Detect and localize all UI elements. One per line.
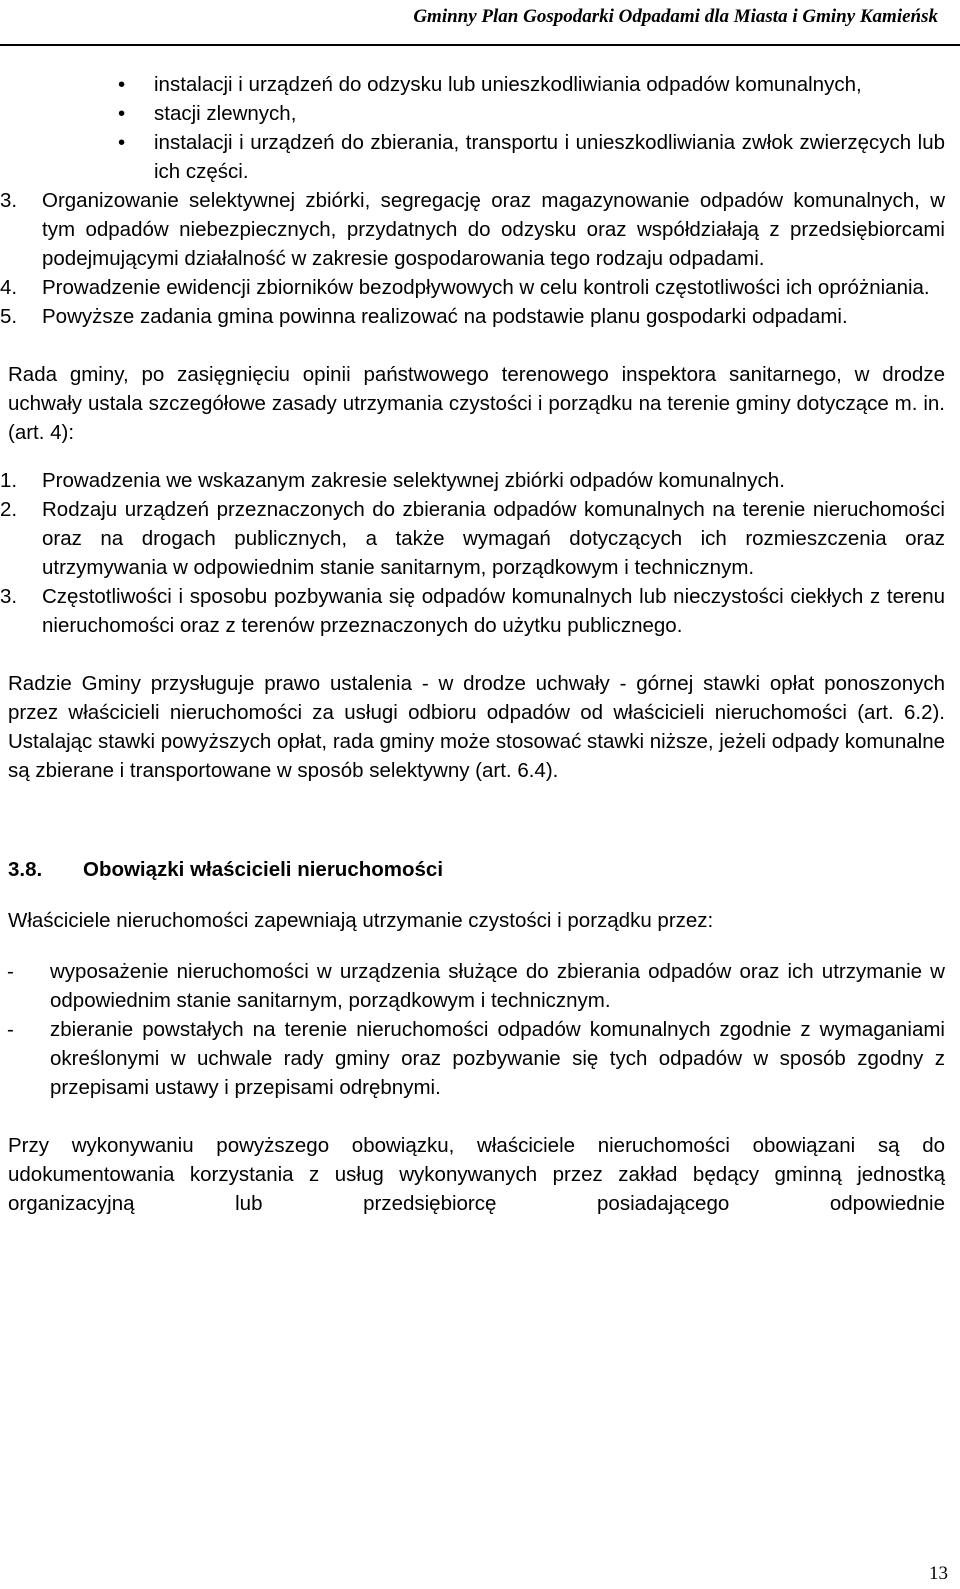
paragraph: Właściciele nieruchomości zapewniają utrzymanie czystości i porządku przez: — [8, 909, 714, 932]
item-text: Częstotliwości i sposobu pozbywania się odpadów komunalnych lub nieczystości ciekłych z terenu nieruchomości oraz z terenów przeznaczonych do użytku publicznego. — [42, 585, 945, 637]
item-number: 1. — [0, 469, 18, 492]
bullet-text: instalacji i urządzeń do odzysku lub unieszkodliwiania odpadów komunalnych, — [154, 73, 862, 96]
numbered-item — [0, 466, 945, 495]
page-header — [0, 0, 960, 46]
dash-marker: - — [7, 1018, 14, 1041]
bullet-icon: • — [118, 73, 126, 96]
dash-text: wyposażenie nieruchomości w urządzenia służące do zbierania odpadów oraz ich utrzymanie w odpowiednim stanie sanitarnym, porządkowym i technicznym. — [50, 960, 945, 1012]
bullet-icon: • — [118, 102, 126, 125]
item-number: 4. — [0, 276, 18, 299]
item-text: Prowadzenie ewidencji zbiorników bezodpływowych w celu kontroli częstotliwości ich opróżniania. — [42, 276, 930, 299]
numbered-item — [0, 302, 945, 331]
header-title: Gminny Plan Gospodarki Odpadami dla Miasta i Gminy Kamieńsk — [413, 6, 938, 27]
dash-marker: - — [7, 960, 14, 983]
bullet-text: stacji zlewnych, — [154, 102, 297, 125]
paragraph: Przy wykonywaniu powyższego obowiązku, właściciele nieruchomości obowiązani są do udokumentowania korzystania z usług wykonywanych przez zakład będący gminną jednostką organizacyjną lub przedsiębiorcę posiadającego odpowiednie — [8, 1134, 945, 1215]
page-number: 13 — [929, 1563, 948, 1584]
paragraph: Rada gminy, po zasięgnięciu opinii państwowego terenowego inspektora sanitarnego, w drodze uchwały ustala szczegółowe zasady utrzymania czystości i porządku na terenie gminy dotyczące m. in. (art. 4): — [8, 363, 945, 444]
document-body — [0, 70, 960, 1218]
numbered-item — [0, 495, 945, 582]
section-title: Obowiązki właścicieli nieruchomości — [83, 858, 444, 881]
item-number: 5. — [0, 305, 18, 328]
item-text: Rodzaju urządzeń przeznaczonych do zbierania odpadów komunalnych na terenie nieruchomości oraz na drogach publicznych, a także wymagań dotyczących ich rozmieszczenia oraz utrzymywania w odpowiednim stanie sanitarnym, porządkowym i technicznym. — [42, 498, 945, 579]
item-text: Prowadzenia we wskazanym zakresie selektywnej zbiórki odpadów komunalnych. — [42, 469, 785, 492]
item-number: 2. — [0, 498, 18, 521]
item-text: Powyższe zadania gmina powinna realizować na podstawie planu gospodarki odpadami. — [42, 305, 848, 328]
bullet-icon: • — [118, 131, 126, 154]
bullet-text: instalacji i urządzeń do zbierania, transportu i unieszkodliwiania zwłok zwierzęcych lub ich części. — [154, 131, 945, 183]
section-heading — [8, 855, 945, 884]
item-text: Organizowanie selektywnej zbiórki, segregację oraz magazynowanie odpadów komunalnych, w tym odpadów niebezpiecznych, przydatnych do odzysku oraz współdziałają z przedsiębiorcami podejmującymi działalność w zakresie gospodarowania tego rodzaju odpadami. — [42, 189, 945, 270]
bullet-item — [118, 128, 945, 186]
numbered-item — [0, 582, 945, 640]
bullet-item — [118, 70, 945, 99]
dash-text: zbieranie powstałych na terenie nieruchomości odpadów komunalnych zgodnie z wymaganiami określonymi w uchwale rady gminy oraz pozbywanie się tych odpadów w sposób zgodny z przepisami ustawy i przepisami odrębnymi. — [50, 1018, 945, 1099]
paragraph: Radzie Gminy przysługuje prawo ustalenia - w drodze uchwały - górnej stawki opłat ponoszonych przez właścicieli nieruchomości za usługi odbioru odpadów od właścicieli nieruchomości (art. 6.2). Ustalając stawki powyższych opłat, rada gminy może stosować stawki niższe, jeżeli odpady komunalne są zbierane i transportowane w sposób selektywny (art. 6.4). — [8, 672, 945, 782]
numbered-item — [0, 186, 945, 273]
bullet-item — [118, 99, 945, 128]
item-number: 3. — [0, 585, 18, 608]
dash-item — [7, 1015, 945, 1102]
section-number: 3.8. — [8, 858, 43, 881]
numbered-item — [0, 273, 945, 302]
dash-item — [7, 957, 945, 1015]
item-number: 3. — [0, 189, 18, 212]
